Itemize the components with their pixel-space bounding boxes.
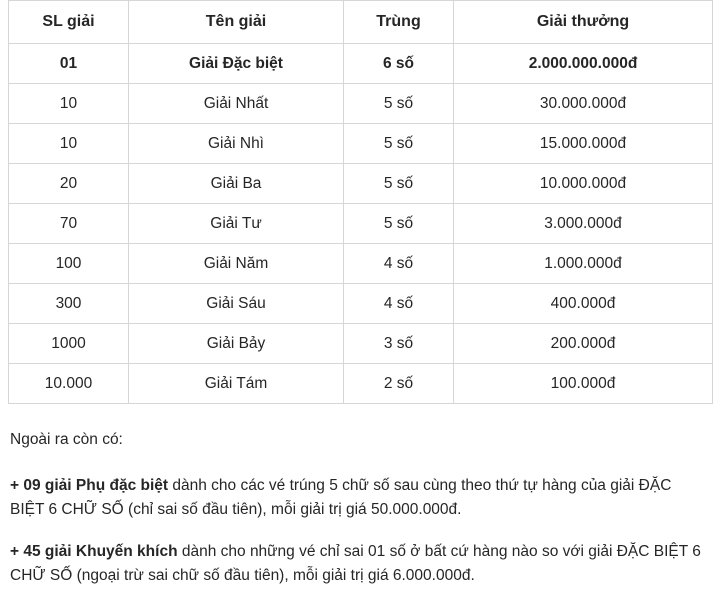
note-khuyen-khich-label: + 45 giải Khuyến khích — [10, 543, 178, 561]
prize-match: 5 số — [344, 84, 454, 124]
prize-quantity: 300 — [9, 284, 129, 324]
column-header-quantity: SL giải — [9, 1, 129, 44]
table-header — [9, 1, 713, 44]
table-row — [9, 284, 713, 324]
table-row — [9, 204, 713, 244]
prize-match: 4 số — [344, 284, 454, 324]
table-row — [9, 124, 713, 164]
prize-quantity: 20 — [9, 164, 129, 204]
prize-quantity: 10 — [9, 84, 129, 124]
prize-name: Giải Sáu — [129, 284, 344, 324]
prize-quantity: 70 — [9, 204, 129, 244]
prize-value: 2.000.000.000đ — [454, 44, 713, 84]
column-header-match: Trùng — [344, 1, 454, 44]
prize-quantity: 100 — [9, 244, 129, 284]
prize-value: 30.000.000đ — [454, 84, 713, 124]
prize-quantity: 1000 — [9, 324, 129, 364]
prize-value: 200.000đ — [454, 324, 713, 364]
table-row — [9, 364, 713, 404]
prize-name: Giải Tư — [129, 204, 344, 244]
prize-match: 3 số — [344, 324, 454, 364]
prize-name: Giải Bảy — [129, 324, 344, 364]
column-header-prize-name: Tên giải — [129, 1, 344, 44]
note-phu-dac-biet-label: + 09 giải Phụ đặc biệt — [10, 477, 169, 495]
notes-intro: Ngoài ra còn có: — [10, 431, 123, 448]
note-khuyen-khich-text: dành cho những vé chỉ sai 01 số ở bất cứ hàng nào so với giải ĐẶC BIỆT 6 CHỮ SỐ (ngoại trừ sai chữ số đầu tiên), mỗi giải trị giá 6.000.000đ. — [10, 543, 701, 585]
table-row — [9, 324, 713, 364]
prize-name: Giải Nhất — [129, 84, 344, 124]
prize-value: 10.000.000đ — [454, 164, 713, 204]
prize-match: 5 số — [344, 164, 454, 204]
table-row — [9, 44, 713, 84]
prize-quantity: 10 — [9, 124, 129, 164]
note-phu-dac-biet — [10, 456, 708, 522]
prize-value: 15.000.000đ — [454, 124, 713, 164]
table-header-row — [9, 1, 713, 44]
table-row — [9, 84, 713, 124]
prize-value: 100.000đ — [454, 364, 713, 404]
table-row — [9, 244, 713, 284]
prize-name: Giải Năm — [129, 244, 344, 284]
prize-match: 4 số — [344, 244, 454, 284]
prize-value: 400.000đ — [454, 284, 713, 324]
prize-match: 6 số — [344, 44, 454, 84]
prize-match: 5 số — [344, 204, 454, 244]
prize-name: Giải Ba — [129, 164, 344, 204]
prize-quantity: 10.000 — [9, 364, 129, 404]
prize-match: 2 số — [344, 364, 454, 404]
prize-match: 5 số — [344, 124, 454, 164]
prize-value: 1.000.000đ — [454, 244, 713, 284]
table-row — [9, 164, 713, 204]
prize-value: 3.000.000đ — [454, 204, 713, 244]
prize-structure-table — [8, 0, 713, 404]
note-phu-dac-biet-text: dành cho các vé trúng 5 chữ số sau cùng theo thứ tự hàng của giải ĐẶC BIỆT 6 CHỮ SỐ (chỉ sai số đầu tiên), mỗi giải trị giá 50.000.000đ. — [10, 477, 672, 519]
column-header-prize-value: Giải thưởng — [454, 1, 713, 44]
prize-quantity: 01 — [9, 44, 129, 84]
prize-name: Giải Đặc biệt — [129, 44, 344, 84]
additional-notes — [0, 404, 720, 588]
prize-name: Giải Nhì — [129, 124, 344, 164]
table-body — [9, 44, 713, 404]
note-khuyen-khich — [10, 522, 708, 588]
prize-name: Giải Tám — [129, 364, 344, 404]
